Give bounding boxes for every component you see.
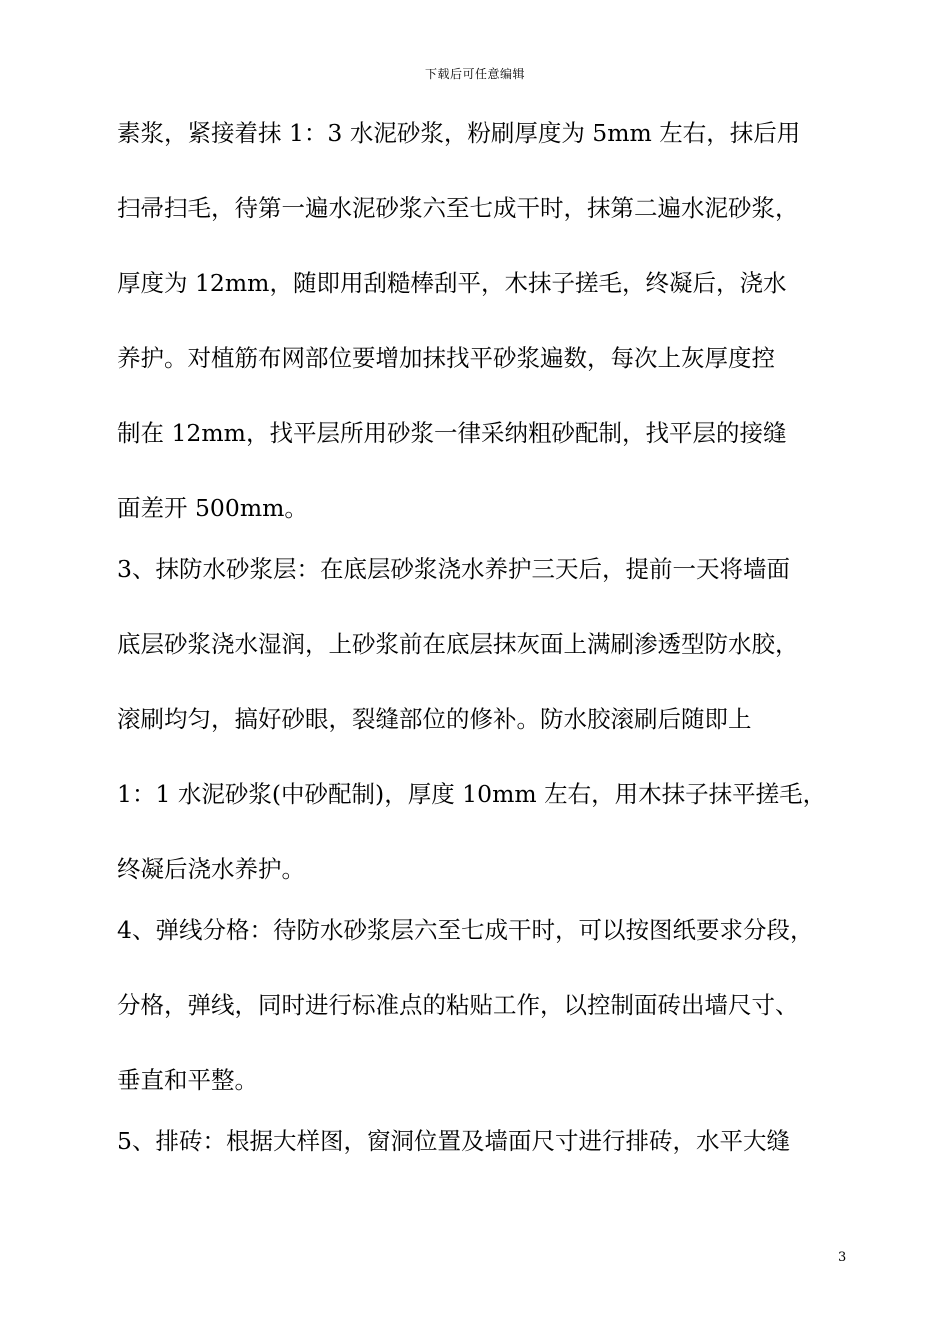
text-line: 养护。对植筋布网部位要增加抹找平砂浆遍数，每次上灰厚度控 — [117, 344, 775, 372]
text-line: 厚度为 12mm，随即用刮糙棒刮平，木抹子搓毛，终凝后，浇水 — [117, 269, 787, 297]
text-line: 分格，弹线，同时进行标准点的粘贴工作，以控制面砖出墙尺寸、 — [117, 991, 799, 1019]
text-line: 面差开 500mm。 — [117, 494, 308, 522]
text-line: 1：1 水泥砂浆(中砂配制)，厚度 10mm 左右，用木抹子抹平搓毛， — [117, 780, 827, 808]
paragraph-start-line: 4、弹线分格：待防水砂浆层六至七成干时，可以按图纸要求分段， — [117, 916, 814, 944]
paragraph-start-line: 5、排砖：根据大样图，窗洞位置及墙面尺寸进行排砖，水平大缝 — [117, 1127, 790, 1155]
text-line: 终凝后浇水养护。 — [117, 855, 305, 883]
text-line: 扫帚扫毛，待第一遍水泥砂浆六至七成干时，抹第二遍水泥砂浆， — [117, 194, 799, 222]
text-line: 底层砂浆浇水湿润，上砂浆前在底层抹灰面上满刷渗透型防水胶， — [117, 630, 799, 658]
text-line: 滚刷均匀，搞好砂眼，裂缝部位的修补。防水胶滚刷后随即上 — [117, 705, 752, 733]
page-header: 下载后可任意编辑 — [424, 67, 525, 81]
document-body — [117, 108, 865, 1166]
text-line: 素浆，紧接着抹 1：3 水泥砂浆，粉刷厚度为 5mm 左右，抹后用 — [117, 119, 801, 147]
paragraph-start-line: 3、抹防水砂浆层：在底层砂浆浇水养护三天后，提前一天将墙面 — [117, 555, 790, 583]
text-line: 垂直和平整。 — [117, 1066, 258, 1094]
page-number: 3 — [838, 1250, 847, 1265]
text-line: 制在 12mm，找平层所用砂浆一律采纳粗砂配制，找平层的接缝 — [117, 419, 787, 447]
